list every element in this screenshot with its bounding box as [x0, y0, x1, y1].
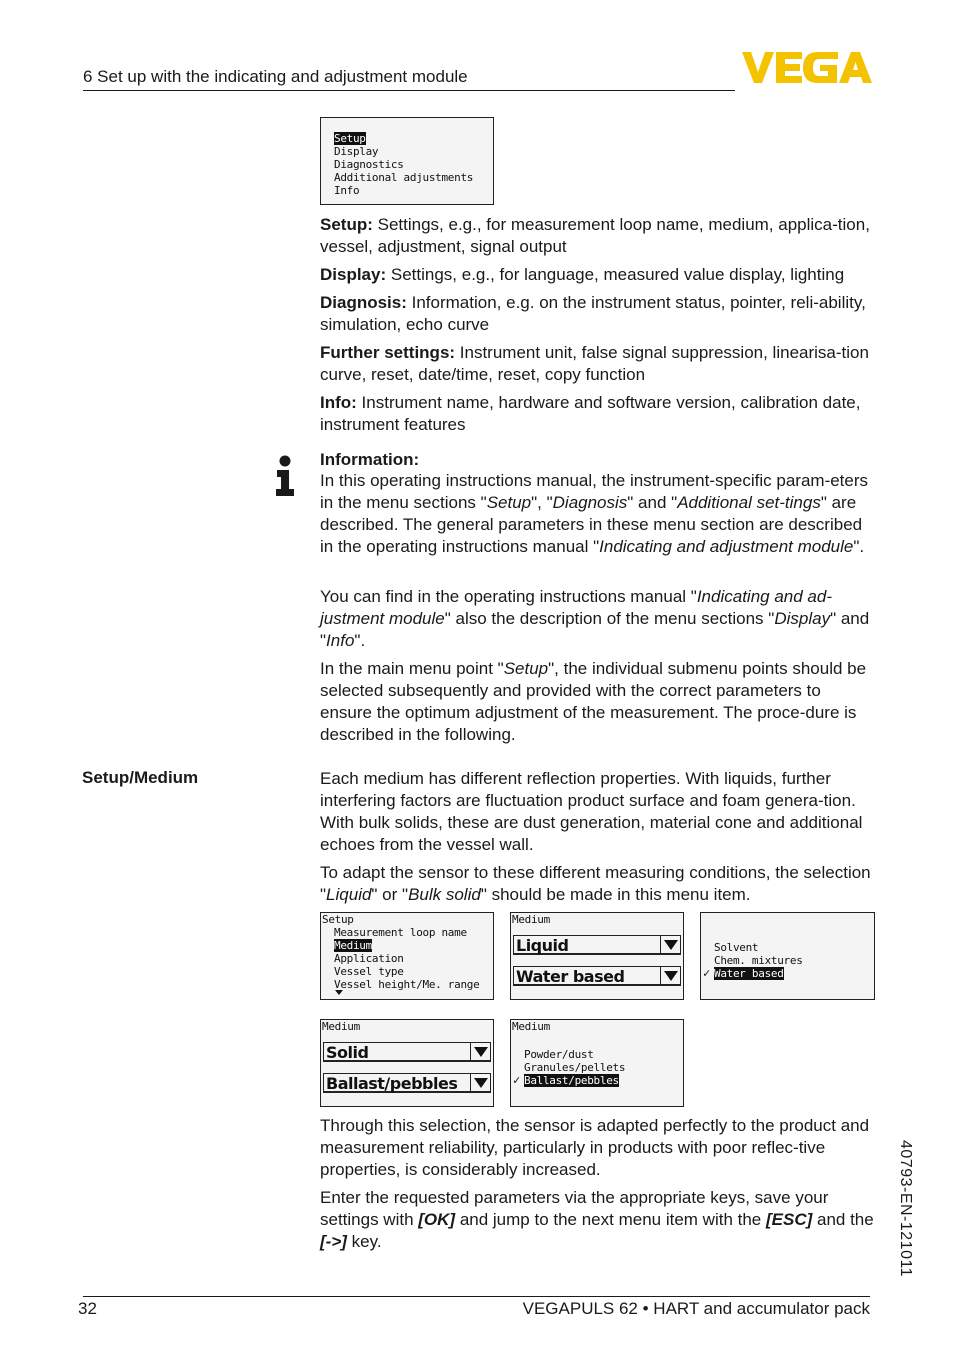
option-item[interactable]: Powder/dust [524, 1048, 594, 1061]
submenu-item[interactable]: Vessel height/Me. range [334, 978, 480, 991]
medium-subtype-dropdown[interactable] [513, 966, 681, 986]
dropdown-arrow-icon [470, 1074, 490, 1092]
dropdown-value: Ballast/pebbles [326, 1074, 458, 1093]
scroll-down-icon [335, 990, 343, 995]
option-item-selected[interactable]: Water based [714, 967, 784, 980]
dropdown-arrow-icon [660, 967, 680, 985]
footer-rule [83, 1296, 870, 1297]
vega-logo [742, 52, 872, 84]
document-code: 40793-EN-121011 [897, 1140, 914, 1278]
information-heading: Information: [320, 450, 420, 469]
info-icon [275, 455, 295, 497]
desc-setup: Setup: Settings, e.g., for measurement loop name, medium, applica-tion, vessel, adjustment, signal output [320, 215, 870, 256]
menu-item-display[interactable]: Display [334, 145, 379, 158]
main-menu-screen [320, 117, 494, 205]
menu-item-diagnostics[interactable]: Diagnostics [334, 158, 404, 171]
medium-paragraph-1: Each medium has different reflection properties. With liquids, further interfering factors are fluctuation product surface and foam genera-tion. With bulk solids, these are dust generation, material cone and additional echoes from the vessel wall. [320, 769, 863, 854]
information-paragraph-1: In this operating instructions manual, the instrument-specific param-eters in the menu sections "Setup", "Diagnosis" and "Additional set-tings" are described. The general parameters in these menu section are described in the operating instructions manual "Indicating and adjustment module". [320, 471, 869, 556]
desc-further-settings: Further settings: Instrument unit, false signal suppression, linearisa-tion curve, reset, date/time, reset, copy function [320, 343, 869, 384]
medium-paragraph-2: To adapt the sensor to these different measuring conditions, the selection "Liquid" or "Bulk solid" should be made in this menu item. [320, 863, 871, 904]
submenu-item[interactable]: Measurement loop name [334, 926, 467, 939]
medium-liquid-screen [510, 912, 684, 1000]
checkmark-icon: ✓ [703, 966, 711, 980]
medium-solid-screen [320, 1019, 494, 1107]
dropdown-value: Liquid [516, 936, 569, 955]
section-header: 6 Set up with the indicating and adjustment module [83, 67, 468, 86]
footer-title: VEGAPULS 62 • HART and accumulator pack [522, 1299, 870, 1318]
submenu-item-selected[interactable]: Medium [334, 939, 372, 952]
screen-title: Medium [322, 1020, 360, 1033]
information-paragraph-2: You can find in the operating instructions manual "Indicating and ad-justment module" also the description of the menu sections "Display" and "Info". [320, 587, 870, 650]
information-paragraph-3: In the main menu point "Setup", the individual submenu points should be selected subsequently and provided with the correct parameters to ensure the optimum adjustment of the measurement. The proce-dure is described in the following. [320, 659, 867, 744]
menu-item-setup[interactable]: Setup [334, 132, 366, 145]
setup-submenu-screen [320, 912, 494, 1000]
option-item[interactable]: Granules/pellets [524, 1061, 626, 1074]
desc-diagnosis: Diagnosis: Information, e.g. on the instrument status, pointer, reli-ability, simulation, echo curve [320, 293, 866, 334]
menu-item-additional-adjustments[interactable]: Additional adjustments [334, 171, 474, 184]
checkmark-icon: ✓ [513, 1073, 521, 1087]
dropdown-value: Solid [326, 1043, 369, 1062]
option-item[interactable]: Solvent [714, 941, 759, 954]
option-item[interactable]: Chem. mixtures [714, 954, 803, 967]
option-item-selected[interactable]: Ballast/pebbles [524, 1074, 619, 1087]
liquid-options-screen [700, 912, 875, 1000]
screen-title: Setup [322, 913, 354, 926]
desc-info: Info: Instrument name, hardware and software version, calibration date, instrument features [320, 393, 861, 434]
medium-paragraph-4: Enter the requested parameters via the appropriate keys, save your settings with [OK] and jump to the next menu item with the [ESC] and the [->] key. [320, 1188, 874, 1251]
dropdown-arrow-icon [660, 936, 680, 954]
page-number: 32 [78, 1299, 97, 1318]
solid-options-screen [510, 1019, 684, 1107]
dropdown-value: Water based [516, 967, 625, 986]
medium-type-dropdown[interactable] [323, 1042, 491, 1062]
submenu-item[interactable]: Application [334, 952, 404, 965]
menu-item-info[interactable]: Info [334, 184, 360, 197]
dropdown-arrow-icon [470, 1043, 490, 1061]
screen-title: Medium [512, 1020, 550, 1033]
desc-display: Display: Settings, e.g., for language, measured value display, lighting [320, 265, 845, 284]
screen-title: Medium [512, 913, 550, 926]
setup-medium-heading: Setup/Medium [82, 768, 199, 787]
medium-type-dropdown[interactable] [513, 935, 681, 955]
header-rule [83, 90, 735, 91]
medium-paragraph-3: Through this selection, the sensor is adapted perfectly to the product and measurement reliability, particularly in products with poor reflec-tive properties, is considerably increased. [320, 1116, 870, 1179]
medium-subtype-dropdown[interactable] [323, 1073, 491, 1093]
submenu-item[interactable]: Vessel type [334, 965, 404, 978]
